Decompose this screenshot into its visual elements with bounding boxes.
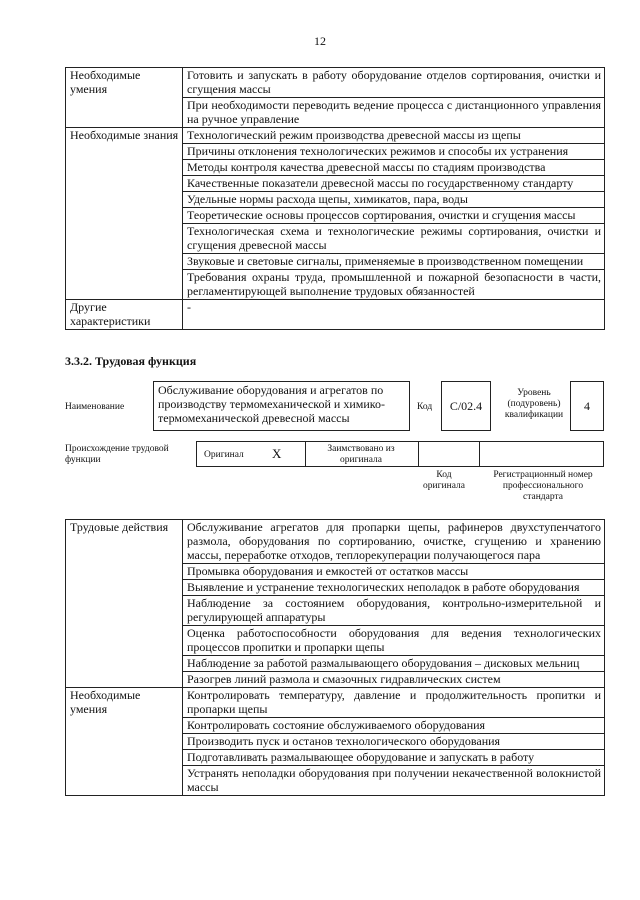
- row-item: Технологический режим производства древесной массы из щепы: [183, 128, 605, 144]
- row-label: Необходимые умения: [66, 68, 183, 128]
- row-item: Методы контроля качества древесной массы по стадиям производства: [183, 160, 605, 176]
- row-label: Необходимые знания: [66, 128, 183, 300]
- row-item: Промывка оборудования и емкостей от остатков массы: [183, 564, 605, 580]
- table-row: [66, 520, 605, 564]
- row-item: Технологическая схема и технологические режимы сортирования, очистки и сгущения древесной массы: [183, 224, 605, 254]
- row-item: Звуковые и световые сигналы, применяемые в производственном помещении: [183, 254, 605, 270]
- requirements-table-2: [65, 519, 605, 796]
- code-original-cell: [418, 441, 480, 467]
- row-item: -: [183, 300, 605, 330]
- row-item: Контролировать состояние обслуживаемого оборудования: [183, 718, 605, 734]
- function-name-box: Обслуживание оборудования и агрегатов по производству термомеханической и химико-термомеханической древесной массы: [153, 381, 410, 431]
- row-item: Устранять неполадки оборудования при получении некачественной волокнистой массы: [183, 766, 605, 796]
- row-label: Другие характеристики: [66, 300, 183, 330]
- row-item: Разогрев линий размола и смазочных гидравлических систем: [183, 672, 605, 688]
- row-item: Удельные нормы расхода щепы, химикатов, пара, воды: [183, 192, 605, 208]
- section-title: 3.3.2. Трудовая функция: [65, 354, 197, 368]
- row-item: Готовить и запускать в работу оборудование отделов сортирования, очистки и сгущения массы: [183, 68, 605, 98]
- row-label: Необходимые умения: [66, 688, 183, 796]
- table-row: [66, 300, 605, 330]
- row-item: Теоретические основы процессов сортирования, очистки и сгущения массы: [183, 208, 605, 224]
- row-item: Производить пуск и останов технологического оборудования: [183, 734, 605, 750]
- qualification-level-label: Уровень (подуровень) квалификации: [504, 388, 564, 420]
- row-item: При необходимости переводить ведение процесса с дистанционного управления на ручное управление: [183, 98, 605, 128]
- page-number: 12: [314, 34, 326, 48]
- function-code-box: C/02.4: [441, 381, 491, 431]
- original-mark: X: [272, 446, 282, 461]
- row-item: Подготавливать размалывающее оборудование и запускать в работу: [183, 750, 605, 766]
- row-item: Причины отклонения технологических режимов и способы их устранения: [183, 144, 605, 160]
- table-row: [66, 688, 605, 718]
- reg-number-label: Регистрационный номер профессионального стандарта: [493, 470, 593, 502]
- row-label: Трудовые действия: [66, 520, 183, 688]
- row-item: Обслуживание агрегатов для пропарки щепы, рафинеров двухступенчатого размола, оборудования по сортированию, очистке, сгущению и хранению массы, переработке отходов, теплорекуперации получающегося пара: [183, 520, 605, 564]
- row-item: Контролировать температуру, давление и продолжительность пропитки и пропарки щепы: [183, 688, 605, 718]
- code-original-label: Код оригинала: [423, 470, 465, 491]
- row-item: Требования охраны труда, промышленной и пожарной безопасности в части, регламентирующей выполнение трудовых обязанностей: [183, 270, 605, 300]
- row-item: Выявление и устранение технологических неполадок в работе оборудования: [183, 580, 605, 596]
- borrowed-label: Заимствовано из оригинала: [327, 444, 395, 465]
- row-item: Наблюдение за работой размалывающего оборудования – дисковых мельниц: [183, 656, 605, 672]
- requirements-table-1: [65, 67, 605, 330]
- reg-number-cell: [479, 441, 604, 467]
- table-row: [66, 68, 605, 98]
- name-label: Наименование: [65, 402, 125, 412]
- row-item: Оценка работоспособности оборудования для ведения технологических процессов пропитки и пропарки щепы: [183, 626, 605, 656]
- qualification-level-box: 4: [570, 381, 604, 431]
- original-label: Оригинал: [204, 450, 244, 460]
- table-row: [66, 128, 605, 144]
- row-item: Наблюдение за состоянием оборудования, контрольно-измерительной и регулирующей аппаратуры: [183, 596, 605, 626]
- row-item: Качественные показатели древесной массы по государственному стандарту: [183, 176, 605, 192]
- origin-label: Происхождение трудовой функции: [65, 444, 169, 465]
- code-label: Код: [417, 402, 433, 412]
